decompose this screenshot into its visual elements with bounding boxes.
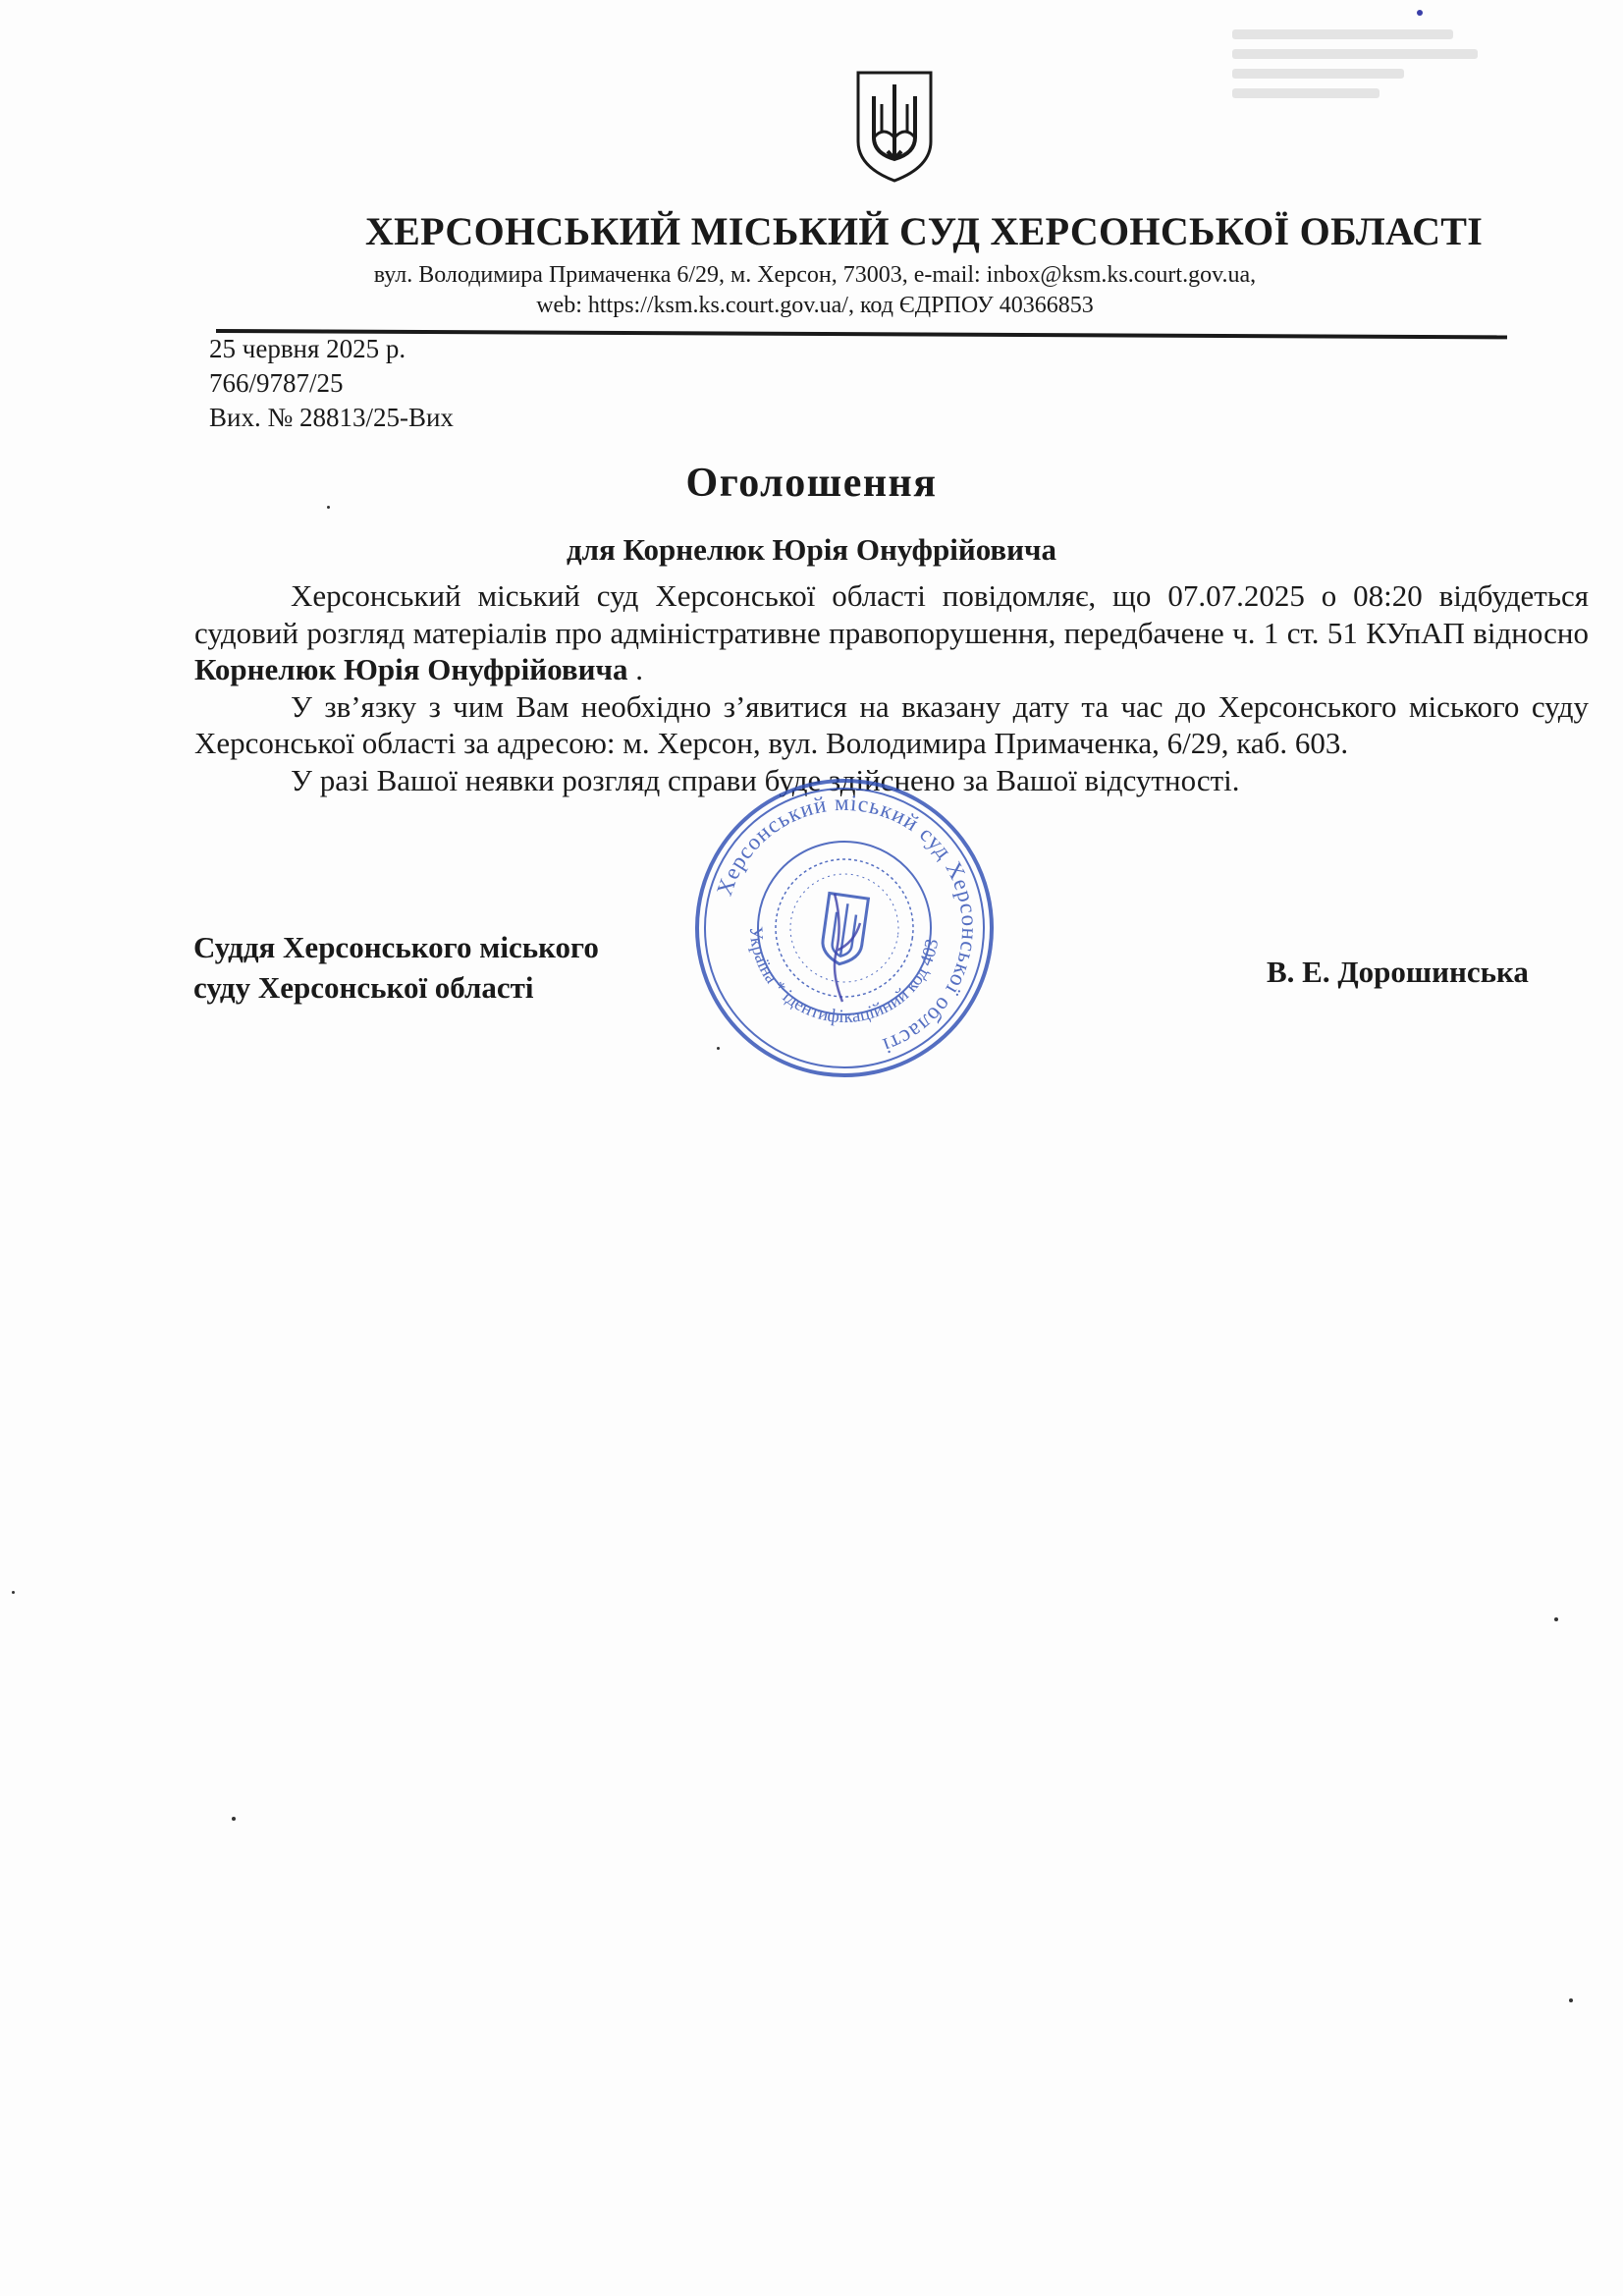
- coat-of-arms-icon: [852, 69, 937, 185]
- notice-body: [194, 577, 1589, 798]
- scan-speck: [232, 1817, 236, 1821]
- scan-speck: [12, 1591, 15, 1594]
- scan-speck: [717, 1047, 720, 1050]
- judge-title-line: суду Херсонської області: [193, 970, 534, 1005]
- paragraph-text: Херсонський міський суд Херсонської області повідомляє, що 07.07.2025 о 08:20 відбудеться судовий розгляд матеріалів про адміністративне правопорушення, передбачене ч. 1 ст. 51 КУпАП відносно: [194, 578, 1589, 650]
- notice-title: Оголошення: [685, 461, 938, 506]
- document-date: 25 червня 2025 р.: [209, 334, 406, 363]
- paragraph-hearing: [194, 577, 1589, 688]
- stamp-inner-text: Україна * ідентифікаційний код 40366853: [744, 925, 944, 1028]
- scan-speck: [327, 506, 330, 509]
- address-line: вул. Володимира Примаченка 6/29, м. Херсон, 73003, e-mail: inbox@ksm.ks.court.gov.ua,: [373, 262, 1257, 288]
- judge-title: [193, 927, 599, 1008]
- notice-recipient: для Корнелюк Юрія Онуфрійовича: [566, 532, 1057, 567]
- bleed-through-marks: [1232, 29, 1478, 118]
- paragraph-absence: У разі Вашої неявки розгляд справи буде здійснено за Вашої відсутності.: [291, 762, 1240, 797]
- court-address: [196, 260, 1434, 321]
- stamp-outer-text: Херсонський міський суд Херсонської області: [712, 790, 983, 1060]
- court-seal-stamp: [687, 776, 1001, 1080]
- judge-name: В. Е. Дорошинська: [1267, 955, 1529, 989]
- outgoing-number: Вих. № 28813/25-Вих: [209, 403, 454, 432]
- scan-speck: [1417, 10, 1423, 16]
- judge-title-line: Суддя Херсонського міського: [193, 930, 599, 964]
- scan-speck: [1554, 1617, 1558, 1621]
- paragraph-end: .: [627, 652, 643, 686]
- scan-speck: [1569, 1998, 1573, 2002]
- court-name: ХЕРСОНСЬКИЙ МІСЬКИЙ СУД ХЕРСОНСЬКОЇ ОБЛАСТІ: [365, 209, 1484, 253]
- case-number: 766/9787/25: [209, 368, 344, 398]
- defendant-name: Корнелюк Юрія Онуфрійовича: [194, 652, 628, 686]
- web-line: web: https://ksm.ks.court.gov.ua/, код ЄДРПОУ 40366853: [536, 293, 1094, 318]
- document-meta: [209, 332, 454, 435]
- paragraph-appearance: У зв’язку з чим Вам необхідно з’явитися на вказану дату та час до Херсонського міського суду Херсонської області за адресою: м. Херсон, вул. Володимира Примаченка, 6/29, каб. 603.: [194, 688, 1589, 760]
